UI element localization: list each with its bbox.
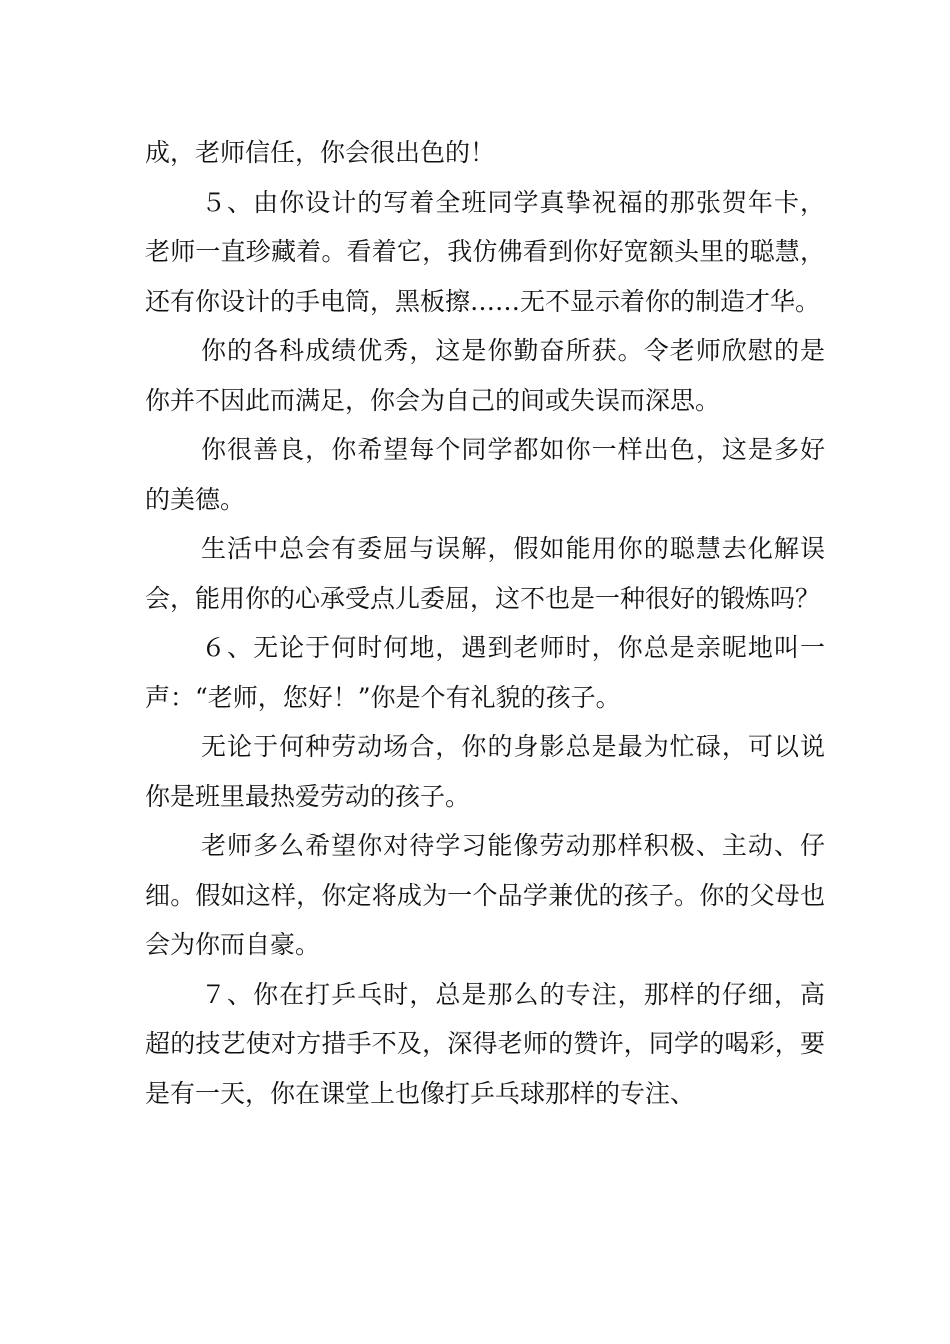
paragraph-4: 你很善良，你希望每个同学都如你一样出色，这是多好的美德。 [145, 435, 825, 514]
paragraph-1: 成，老师信任，你会很出色的！ [145, 138, 496, 167]
paragraph-5: 生活中总会有委屈与误解，假如能用你的聪慧去化解误会，能用你的心承受点儿委屈，这不也是一种很好的锻炼吗？ [145, 534, 825, 613]
paragraph-3: 你的各科成绩优秀，这是你勤奋所获。令老师欣慰的是你并不因此而满足，你会为自己的间或失误而深思。 [145, 336, 825, 415]
paragraph-9: ７、你在打乒乓时，总是那么的专注，那样的仔细，高超的技艺使对方措手不及，深得老师的赞许，同学的喝彩，要是有一天，你在课堂上也像打乒乓球那样的专注、 [145, 979, 825, 1108]
paragraph-8: 老师多么希望你对待学习能像劳动那样积极、主动、仔细。假如这样，你定将成为一个品学兼优的孩子。你的父母也会为你而自豪。 [145, 831, 825, 959]
paragraph-6: ６、无论于何时何地，遇到老师时，你总是亲昵地叫一声：“老师，您好！”你是个有礼貌的孩子。 [145, 633, 825, 712]
document-body [145, 128, 825, 1118]
paragraph-2: ５、由你设计的写着全班同学真挚祝福的那张贺年卡，老师一直珍藏着。看着它，我仿佛看到你好宽额头里的聪慧，还有你设计的手电筒，黑板擦……无不显示着你的制造才华。 [145, 187, 825, 316]
paragraph-7: 无论于何种劳动场合，你的身影总是最为忙碌，可以说你是班里最热爱劳动的孩子。 [145, 732, 825, 811]
